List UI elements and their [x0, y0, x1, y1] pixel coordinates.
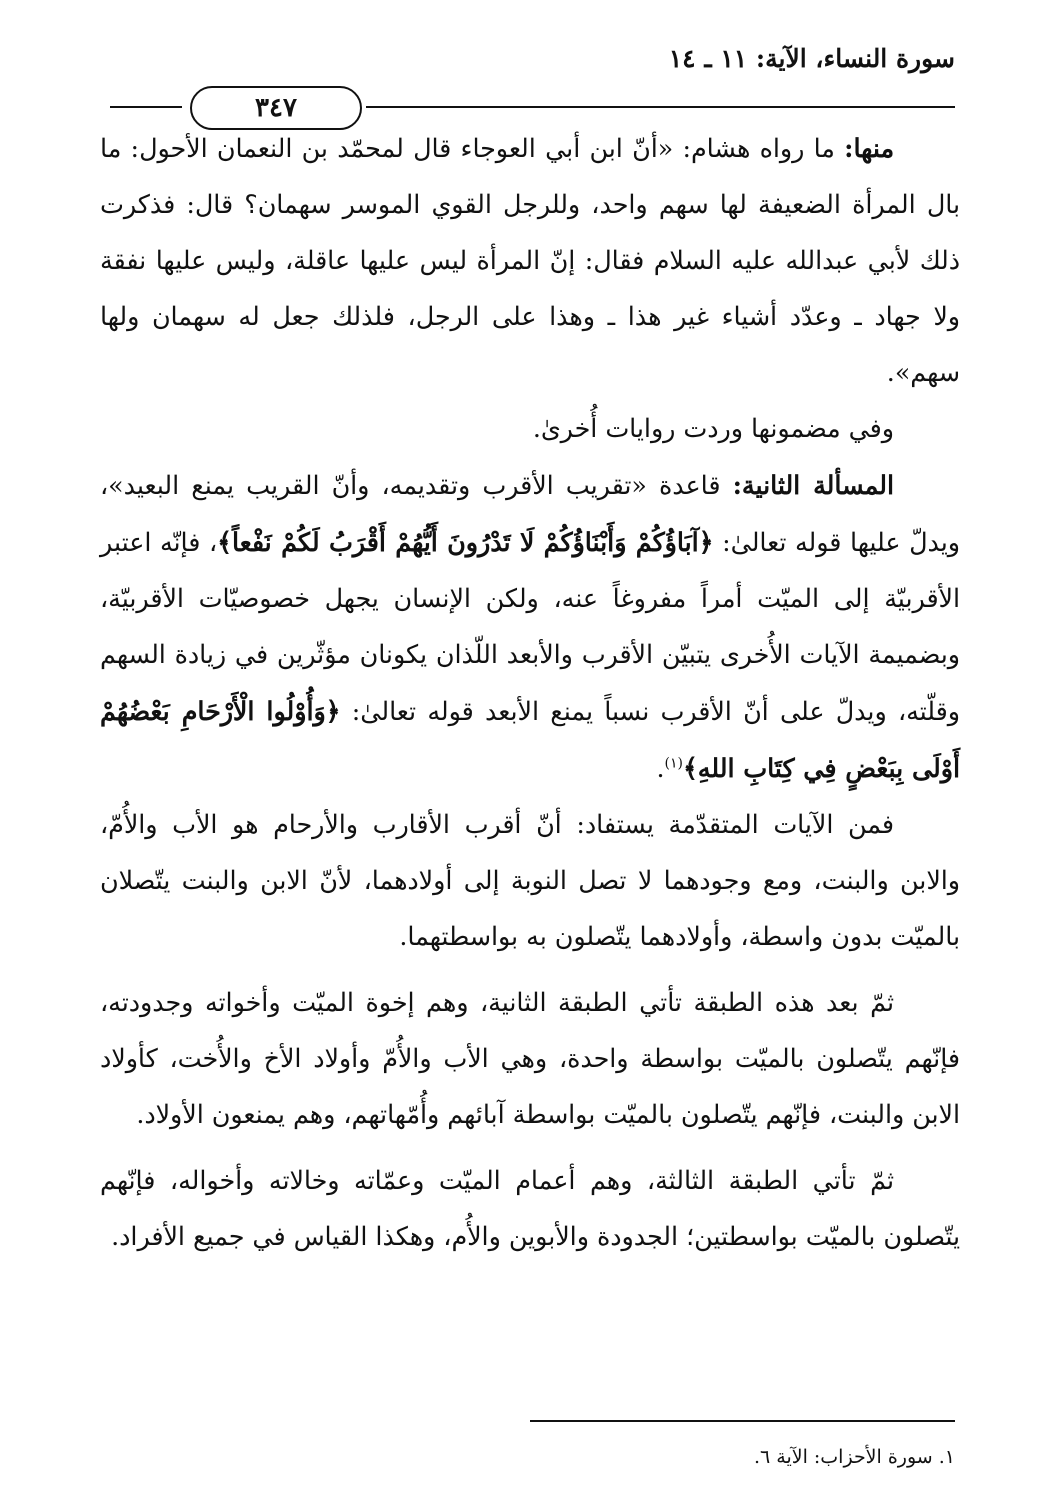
paragraph-1-text: ما رواه هشام: «أنّ ابن أبي العوجاء قال لمحمّد بن النعمان الأحول: ما بال المرأة الضعيفة لها سهم واحد، وللرجل القوي الموسر سهمان؟ قال: فذكرت ذلك لأبي عبدالله عليه السلام فقال: إنّ المرأة ليس عليها عاقلة، وليس عليها نفقة ولا جهاد ـ وعدّد أشياء غير هذا ـ وهذا على الرجل، فلذلك جعل له سهمان ولها سهم».: [100, 134, 960, 387]
main-text: [100, 120, 960, 1265]
page-header: [110, 40, 955, 123]
paragraph-6: ثمّ تأتي الطبقة الثالثة، وهم أعمام الميّت وعمّاته وخالاته وأخواله، فإنّهم يتّصلون بالميّت بواسطتين؛ الجدودة والأبوين والأُم، وهكذا القياس في جميع الأفراد.: [100, 1166, 960, 1251]
page-number: ٣٤٧: [190, 86, 362, 130]
paragraph-3-text-a: قاعدة «تقريب الأقرب وتقديمه، وأنّ القريب يمنع البعيد»، ويدلّ عليها قوله تعالىٰ:: [100, 471, 961, 557]
paragraph-3-label: المسألة الثانية:: [732, 470, 894, 500]
paragraph-1-label: منها:: [844, 133, 894, 163]
header-rule-left: [110, 106, 182, 108]
quran-verse-2: ﴿وَأُوْلُوا الْأَرْحَامِ بَعْضُهُمْ أَوْلَى بِبَعْضٍ فِي كِتَابِ اللهِ﴾: [100, 696, 960, 783]
paragraph-2: وفي مضمونها وردت روايات أُخرىٰ.: [532, 414, 894, 443]
paragraph-1: [100, 120, 960, 401]
paragraph-4: فمن الآيات المتقدّمة يستفاد: أنّ أقرب الأقارب والأرحام هو الأب والأُمّ، والابن والبنت، ومع وجودهما لا تصل النوبة إلى أولادهما، لأنّ الابن والبنت يتّصلان بالميّت بدون واسطة، وأولادهما يتّصلون به بواسطتهما.: [100, 810, 960, 951]
footnote-separator: [530, 1420, 955, 1422]
paragraph-5: ثمّ بعد هذه الطبقة تأتي الطبقة الثانية، وهم إخوة الميّت وأخواته وجدودته، فإنّهم يتّصلون بالميّت بواسطة واحدة، وهي الأب والأُمّ وأولاد الأخ والأُخت، كأولاد الابن والبنت، فإنّهم يتّصلون بالميّت بواسطة آبائهم وأُمّهاتهم، وهم يمنعون الأولاد.: [100, 988, 960, 1129]
quran-verse-1: ﴿آبَاؤُكُمْ وَأَبْنَاؤُكُمْ لَا تَدْرُونَ أَيُّهُمْ أَقْرَبُ لَكُمْ نَفْعاً﴾: [217, 527, 714, 557]
paragraph-3-end: .: [656, 754, 665, 783]
paragraph-3: [100, 457, 960, 797]
footnote-marker[interactable]: (١): [664, 755, 683, 772]
paragraph-3-text-b: ، فإنّه اعتبر الأقربيّة إلى الميّت أمراً مفروغاً عنه، ولكن الإنسان يجهل خصوصيّات الأقربيّة، وبضميمة الآيات الأُخرى يتبيّن الأقرب والأبعد اللّذان يكونان مؤثّرين في زيادة السهم وقلّته، ويدلّ على أنّ الأقرب نسباً يمنع الأبعد قوله تعالىٰ:: [100, 528, 960, 726]
footnote: ١. سورة الأحزاب: الآية ٦.: [753, 1446, 955, 1468]
chapter-title: سورة النساء، الآية: ١١ ـ ١٤: [668, 44, 955, 73]
header-rule-right: [366, 106, 955, 108]
